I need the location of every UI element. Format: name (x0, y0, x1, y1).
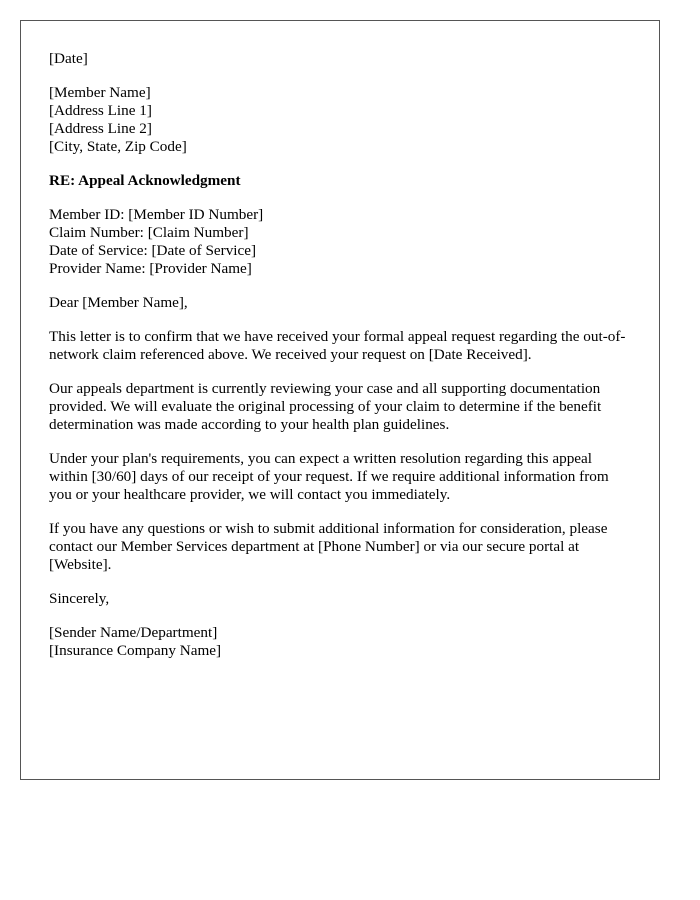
provider-name-line: Provider Name: [Provider Name] (49, 260, 252, 277)
recipient-name: [Member Name] (49, 84, 151, 101)
signature-block (49, 624, 631, 660)
recipient-address-block (49, 84, 631, 156)
letter-page (20, 20, 660, 780)
letter-date-block (49, 50, 631, 68)
recipient-city-state-zip: [City, State, Zip Code] (49, 138, 187, 155)
body-paragraph-timeline: Under your plan's requirements, you can expect a written resolution regarding this appeal within [30/60] days of our receipt of your request. If we require additional information from you or your healthcare provider, we will contact you immediately. (49, 450, 609, 503)
body-paragraph-review: Our appeals department is currently reviewing your case and all supporting documentation provided. We will evaluate the original processing of your claim to determine if the benefit determination was made according to your health plan guidelines. (49, 380, 602, 433)
member-id-line: Member ID: [Member ID Number] (49, 206, 264, 223)
recipient-address-line-2: [Address Line 2] (49, 120, 152, 137)
body-paragraph-contact: If you have any questions or wish to submit additional information for consideration, please contact our Member Services department at [Phone Number] or via our secure portal at [Website]. (49, 520, 608, 573)
letter-closing: Sincerely, (49, 590, 110, 607)
date-of-service-line: Date of Service: [Date of Service] (49, 242, 257, 259)
sender-name: [Sender Name/Department] (49, 624, 218, 641)
letter-subject: RE: Appeal Acknowledgment (49, 172, 241, 189)
company-name: [Insurance Company Name] (49, 642, 222, 659)
letter-salutation: Dear [Member Name], (49, 294, 188, 311)
claim-number-line: Claim Number: [Claim Number] (49, 224, 249, 241)
body-paragraph-confirmation: This letter is to confirm that we have received your formal appeal request regarding the out-of-network claim referenced above. We received your request on [Date Received]. (49, 328, 626, 363)
recipient-address-line-1: [Address Line 1] (49, 102, 152, 119)
claim-details-block (49, 206, 631, 278)
letter-date: [Date] (49, 50, 88, 67)
